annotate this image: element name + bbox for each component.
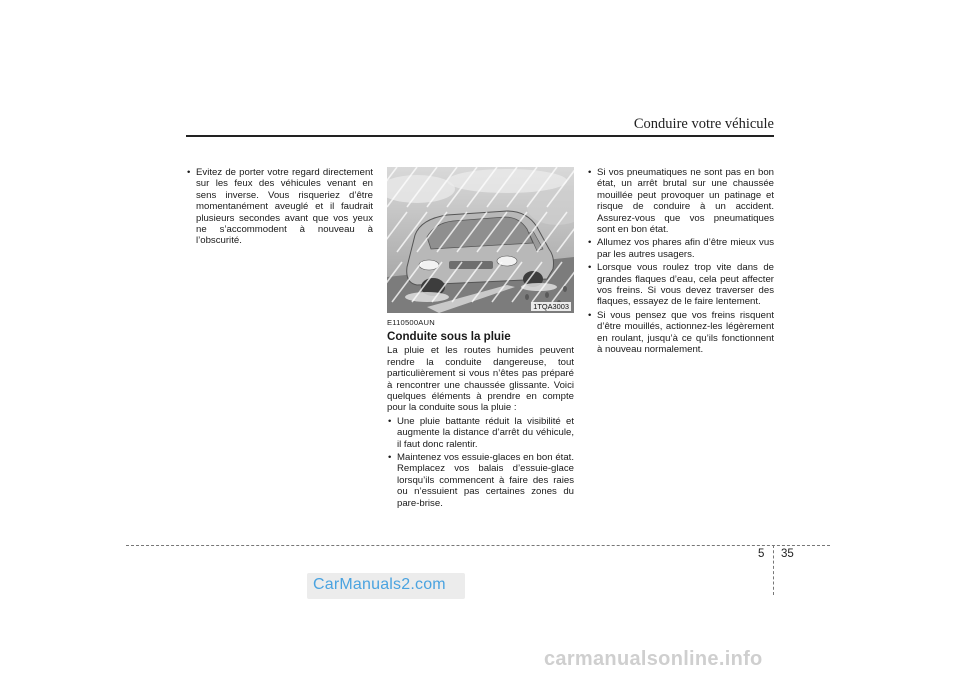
bullet-list-middle	[387, 416, 574, 509]
page-header-title: Conduire votre véhicule	[633, 116, 774, 132]
column-middle	[387, 317, 574, 511]
column-left	[186, 167, 373, 249]
section-title: Conduite sous la pluie	[387, 330, 511, 344]
bullet-list-right	[587, 167, 774, 356]
footer-rule	[126, 545, 830, 546]
section-code: E110500AUN	[387, 318, 435, 327]
page-number-divider	[773, 545, 774, 595]
list-item: • Lorsque vous roulez trop vite dans de grandes flaques d’eau, cela peut affecter vos freins. Si vous devez traverser des flaques, essayez de le faire lentement.	[587, 262, 774, 308]
section-intro: La pluie et les routes humides peuvent rendre la conduite dangereuse, tout particulièrement si vous n’êtes pas préparé à rencontrer une chaussée glissante. Voici quelques éléments à prendre en compte pour la conduite sous la pluie :	[387, 345, 574, 414]
list-item: • Si vos pneumatiques ne sont pas en bon état, un arrêt brutal sur une chaussée mouillée peut provoquer un patinage et risque de conduire à un accident. Assurez-vous que vos pneumatiques sont en bon état.	[587, 167, 774, 235]
chapter-number: 5	[758, 548, 765, 560]
list-item: • Evitez de porter votre regard directement sur les feux des véhicules venant en sens inverse. Vous risqueriez d’être momentanément aveuglé et il faudrait plusieurs secondes avant que vos yeux ne s’accommodent à nouveau à l’obscurité.	[186, 167, 373, 247]
carmanuals-logo-link[interactable]: CarManuals2.com	[313, 576, 446, 593]
figure-code: 1TQA3003	[533, 302, 569, 311]
list-item: • Allumez vos phares afin d’être mieux vus par les autres usagers.	[587, 237, 774, 260]
column-right	[587, 167, 774, 358]
car-in-rain-drawing	[387, 167, 574, 313]
bullet-list-left	[186, 167, 373, 247]
header-rule	[186, 135, 774, 137]
list-item: • Si vous pensez que vos freins risquent d’être mouillés, actionnez-les légèrement en roulant, jusqu’à ce qu’ils fonctionnent à nouveau normalement.	[587, 310, 774, 356]
list-item: • Maintenez vos essuie-glaces en bon état. Remplacez vos balais d’essuie-glace lorsqu’ils commencent à faire des raies ou n’essuient pas certaines zones du pare-brise.	[387, 452, 574, 509]
rain-driving-illustration	[387, 167, 574, 313]
site-watermark-link[interactable]: carmanualsonline.info	[544, 648, 763, 670]
list-item: • Une pluie battante réduit la visibilité et augmente la distance d’arrêt du véhicule, il faut donc ralentir.	[387, 416, 574, 450]
page-number: 35	[781, 548, 794, 560]
